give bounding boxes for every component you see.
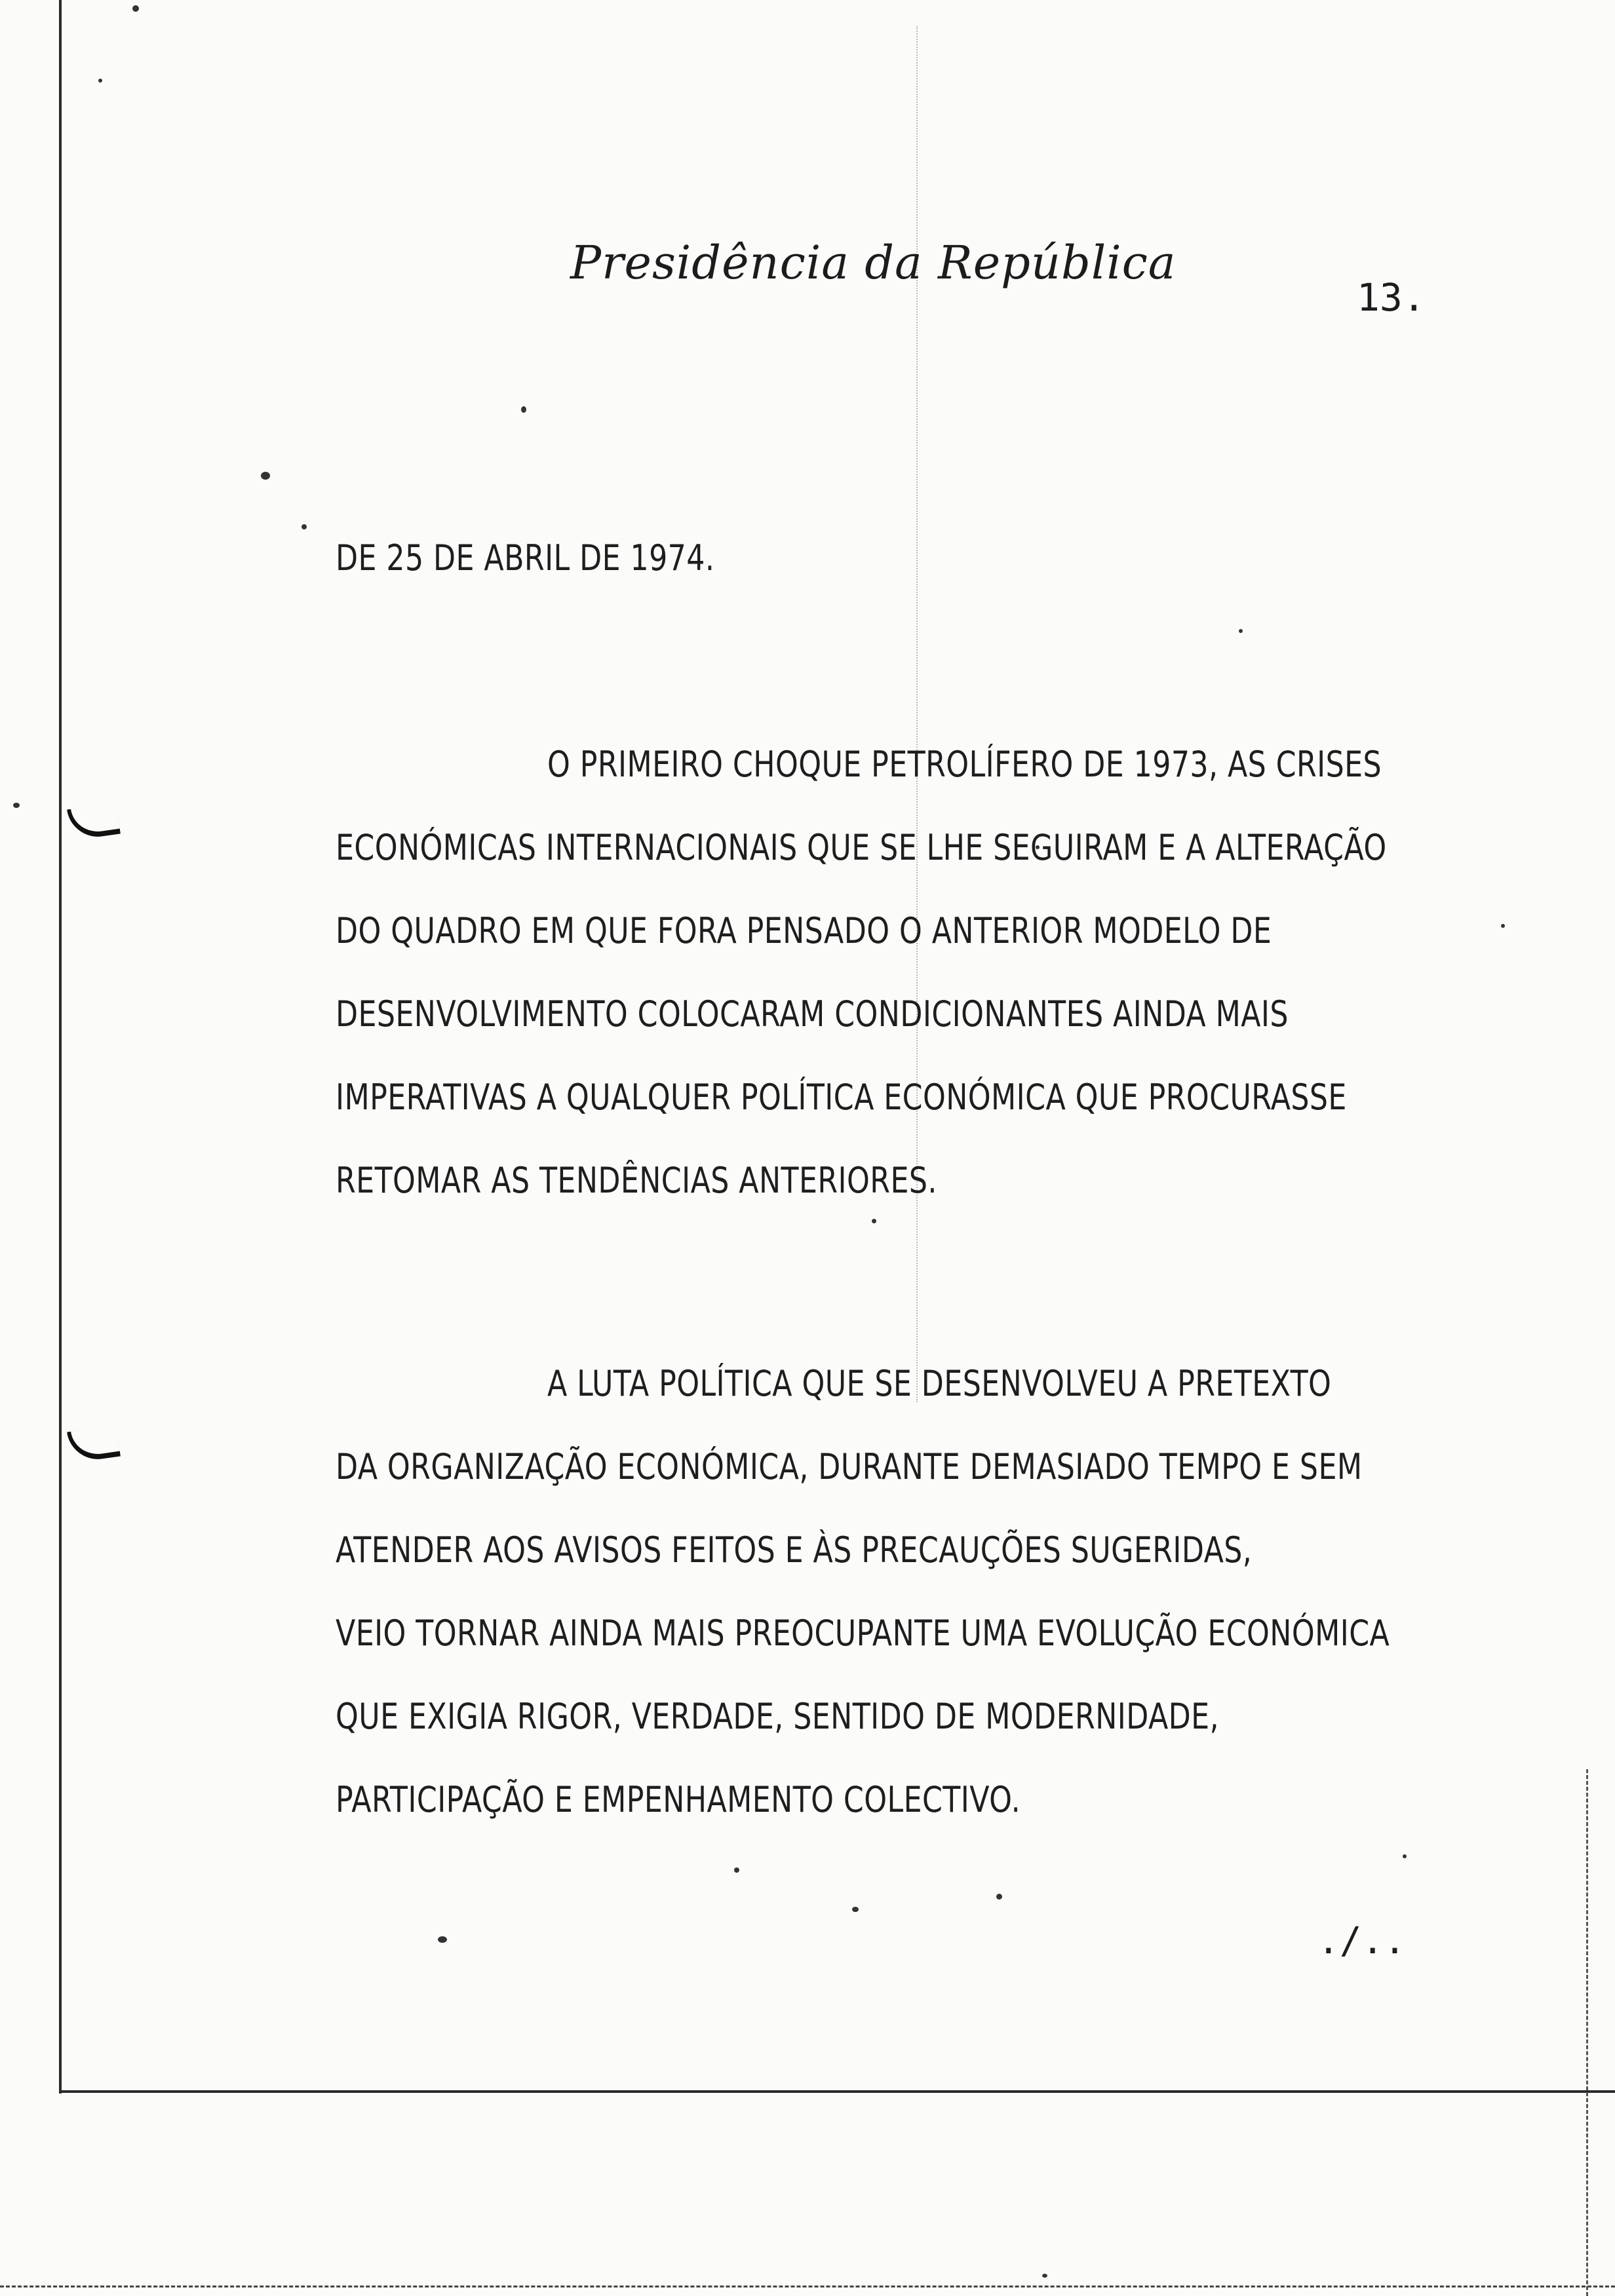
scan-speck — [302, 524, 307, 529]
scan-speck — [1501, 924, 1505, 928]
paragraph-2-line-2: DA ORGANIZAÇÃO ECONÓMICA, DURANTE DEMASIADO TEMPO E SEM — [336, 1446, 1363, 1487]
scan-right-edge — [1586, 1769, 1590, 2296]
date-line: DE 25 DE ABRIL DE 1974. — [336, 537, 715, 579]
scan-speck — [261, 472, 270, 480]
paragraph-1-line-3: DO QUADRO EM QUE FORA PENSADO O ANTERIOR MODELO DE — [336, 910, 1272, 951]
scan-speck — [872, 1219, 876, 1223]
paragraph-2-line-4: VEIO TORNAR AINDA MAIS PREOCUPANTE UMA EVOLUÇÃO ECONÓMICA — [336, 1613, 1390, 1654]
scan-speck — [13, 803, 20, 808]
continuation-mark: ./.. — [1317, 1920, 1406, 1962]
paragraph-2-line-3: ATENDER AOS AVISOS FEITOS E ÀS PRECAUÇÕES SUGERIDAS, — [336, 1529, 1253, 1571]
paragraph-2-line-5: QUE EXIGIA RIGOR, VERDADE, SENTIDO DE MODERNIDADE, — [336, 1696, 1220, 1737]
scan-speck — [98, 79, 102, 83]
scan-bottom-edge — [0, 2286, 1615, 2289]
paragraph-2-line-1: A LUTA POLÍTICA QUE SE DESENVOLVEU A PRETEXTO — [547, 1363, 1332, 1404]
paragraph-1-line-2: ECONÓMICAS INTERNACIONAIS QUE SE LHE SEGUIRAM E A ALTERAÇÃO — [336, 827, 1387, 868]
scan-speck — [852, 1907, 859, 1912]
scan-speck — [1403, 1854, 1407, 1858]
paragraph-1-line-5: IMPERATIVAS A QUALQUER POLÍTICA ECONÓMICA QUE PROCURASSE — [336, 1077, 1347, 1118]
scan-speck — [1042, 2274, 1047, 2278]
scan-speck — [1239, 629, 1243, 633]
scan-speck — [996, 1894, 1002, 1900]
page-number: 13. — [1357, 275, 1426, 320]
scan-bottom-border — [59, 2090, 1615, 2093]
paragraph-1-line-4: DESENVOLVIMENTO COLOCARAM CONDICIONANTES AINDA MAIS — [336, 993, 1289, 1035]
paragraph-1-line-1: O PRIMEIRO CHOQUE PETROLÍFERO DE 1973, AS CRISES — [547, 744, 1382, 785]
scan-speck — [521, 406, 526, 413]
paragraph-1-line-6: RETOMAR AS TENDÊNCIAS ANTERIORES. — [336, 1160, 937, 1201]
paragraph-2-line-6: PARTICIPAÇÃO E EMPENHAMENTO COLECTIVO. — [336, 1779, 1021, 1820]
letterhead-title: Presidência da República — [570, 236, 1177, 290]
punch-hole-mark-upper — [67, 803, 121, 841]
scan-speck — [438, 1936, 447, 1943]
scan-speck — [734, 1867, 739, 1873]
scan-left-border — [59, 0, 62, 2094]
scan-speck — [132, 5, 139, 12]
punch-hole-mark-lower — [67, 1425, 121, 1463]
